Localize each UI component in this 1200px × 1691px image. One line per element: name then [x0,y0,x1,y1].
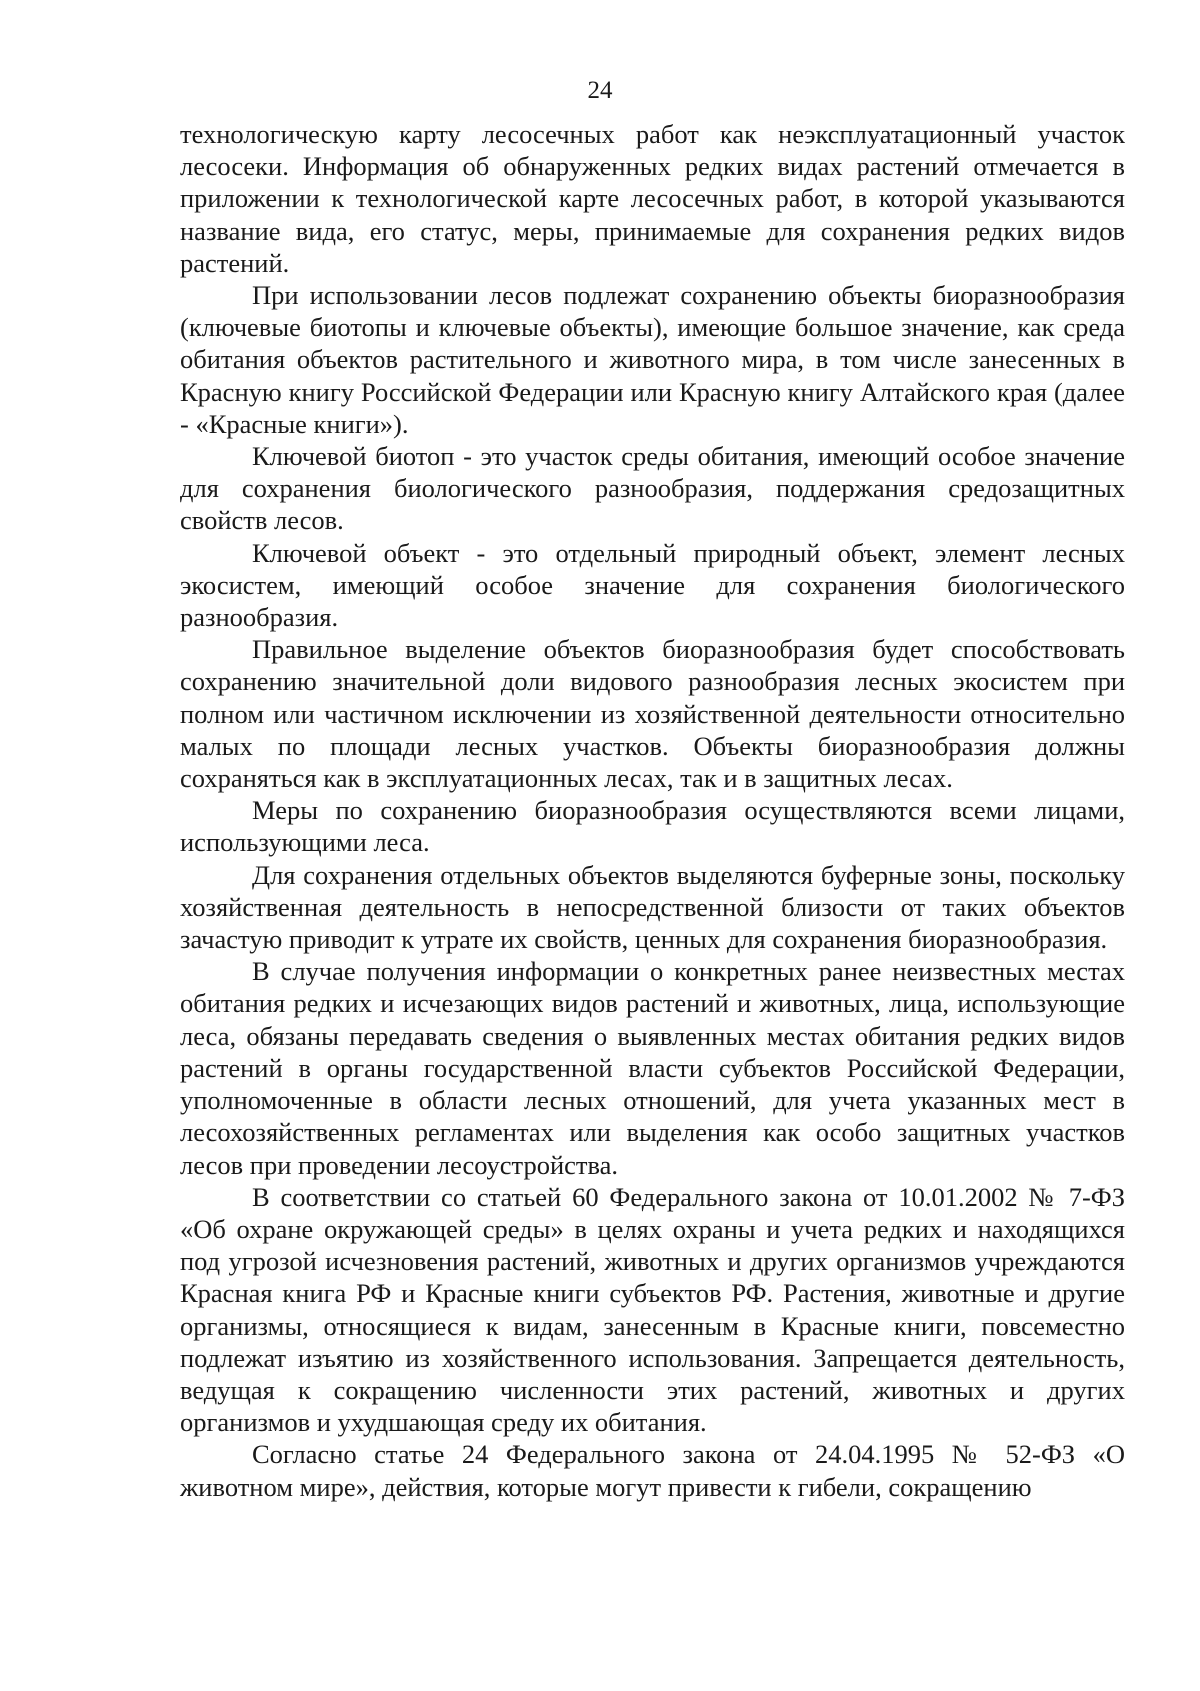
paragraph-measures: Меры по сохранению биоразнообразия осуществляются всеми лицами, использующими леса. [180,795,1125,858]
paragraph-1-continued: технологическую карту лесосечных работ как неэксплуатационный участок лесосеки. Информация об обнаруженных редких видах растений отмечается в приложении к технологической карте лесосечных работ, в которой указываются название вида, его статус, меры, принимаемые для сохранения редких видов растений. [180,119,1125,278]
paragraph-key-biotope: Ключевой биотоп - это участок среды обитания, имеющий особое значение для сохранения биологического разнообразия, поддержания средозащитных свойств лесов. [180,441,1125,536]
paragraph-environment-law: В соответствии со статьей 60 Федерального закона от 10.01.2002 № 7-ФЗ «Об охране окружающей среды» в целях охраны и учета редких и находящихся под угрозой исчезновения растений, животных и других организмов учреждаются Красная книга РФ и Красные книги субъектов РФ. Растения, животные и другие организмы, относящиеся к видам, занесенным в Красные книги, повсеместно подлежат изъятию из хозяйственного использования. Запрещается деятельность, ведущая к сокращению численности этих растений, животных и других организмов и ухудшающая среду их обитания. [180,1181,1125,1438]
page-number: 24 [587,77,613,104]
paragraph-identification: Правильное выделение объектов биоразнообразия будет способствовать сохранению значительной доли видового разнообразия лесных экосистем при полном или частичном исключении из хозяйственной деятельности относительно малых по площади лесных участков. Объекты биоразнообразия должны сохраняться как в эксплуатационных лесах, так и в защитных лесах. [180,634,1125,794]
paragraph-biodiversity-objects: При использовании лесов подлежат сохранению объекты биоразнообразия (ключевые биотопы и ключевые объекты), имеющие большое значение, как среда обитания объектов растительного и животного мира, в том числе занесенных в Красную книгу Российской Федерации или Красную книгу Алтайского края (далее - «Красные книги»). [180,280,1125,439]
paragraph-wildlife-law: Согласно статье 24 Федерального закона от 24.04.1995 № 52-ФЗ «О животном мире», действия, которые могут привести к гибели, сокращению [180,1439,1125,1502]
paragraph-key-object: Ключевой объект - это отдельный природный объект, элемент лесных экосистем, имеющий особое значение для сохранения биологического разнообразия. [180,537,1125,633]
document-body [180,118,1125,1503]
paragraph-buffer-zones: Для сохранения отдельных объектов выделяются буферные зоны, поскольку хозяйственная деятельность в непосредственной близости от таких объектов зачастую приводит к утрате их свойств, ценных для сохранения биоразнообразия. [180,859,1125,955]
paragraph-reporting: В случае получения информации о конкретных ранее неизвестных местах обитания редких и исчезающих видов растений и животных, лица, использующие леса, обязаны передавать сведения о выявленных местах обитания редких видов растений в органы государственной власти субъектов Российской Федерации, уполномоченные в области лесных отношений, для учета указанных мест в лесохозяйственных регламентах или выделения как особо защитных участков лесов при проведении лесоустройства. [180,956,1125,1180]
